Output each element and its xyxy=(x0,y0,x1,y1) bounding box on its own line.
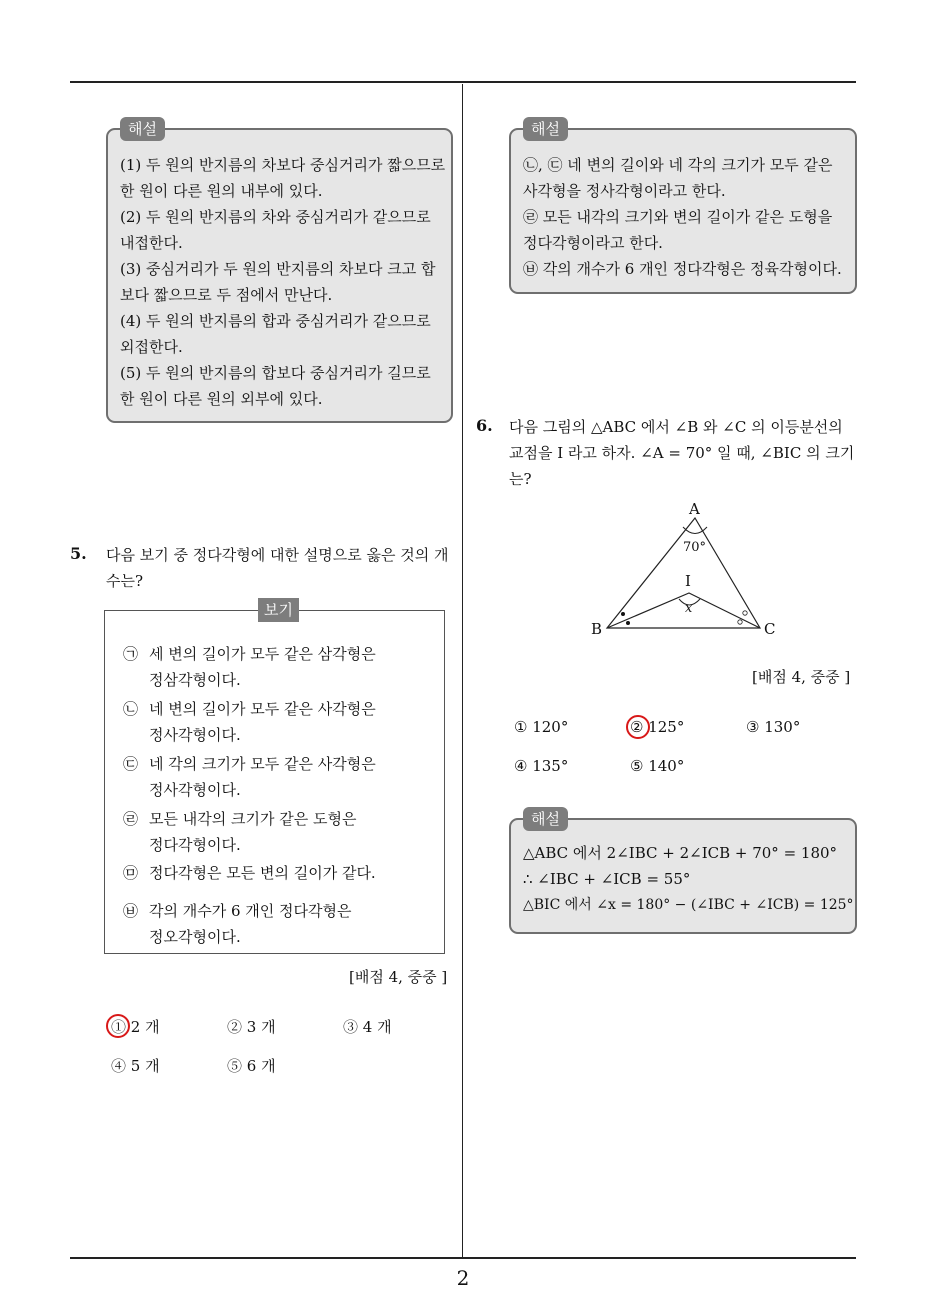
angle-a-label: 70° xyxy=(683,540,707,555)
bogi-item-line: 네 변의 길이가 모두 같은 사각형은 xyxy=(149,700,376,718)
bogi-item-mark: ㉣ xyxy=(123,810,139,828)
solution-line: 외접한다. xyxy=(120,338,183,356)
triangle-figure xyxy=(585,500,780,640)
page-number: 2 xyxy=(456,1266,470,1290)
answer-option-3[interactable]: ③ 130° xyxy=(746,718,801,736)
solution-line: 보다 짧으므로 두 점에서 만난다. xyxy=(120,286,333,304)
answer-option-5[interactable]: ⑤ 140° xyxy=(630,757,685,775)
answer-option-4[interactable]: ④ 5 개 xyxy=(111,1057,160,1075)
solution-line: (4) 두 원의 반지름의 합과 중심거리가 같으므로 xyxy=(120,312,431,330)
bogi-item-mark: ㉢ xyxy=(123,755,139,773)
question-text xyxy=(106,542,456,594)
top-rule xyxy=(70,81,856,83)
solution-line: ∴ ∠IBC + ∠ICB = 55° xyxy=(523,870,691,888)
solution-tag: 해설 xyxy=(523,807,568,831)
bogi-item xyxy=(123,898,352,950)
bogi-item xyxy=(123,641,376,693)
answer-option-2[interactable]: ② 3 개 xyxy=(227,1018,276,1036)
question-text-line: 는? xyxy=(509,470,532,488)
question-text-line: 교점을 I 라고 하자. ∠A = 70° 일 때, ∠BIC 의 크기 xyxy=(509,444,855,462)
question-text-line: 다음 보기 중 정다각형에 대한 설명으로 옳은 것의 개 xyxy=(106,546,449,564)
vertex-label-a: A xyxy=(689,500,700,518)
bogi-item-line: 네 각의 크기가 모두 같은 사각형은 xyxy=(149,755,376,773)
bogi-item-mark: ㉡ xyxy=(123,700,139,718)
solution-box-q6 xyxy=(509,810,857,934)
question-text-line: 다음 그림의 △ABC 에서 ∠B 와 ∠C 의 이등분선의 xyxy=(509,418,843,436)
question-text xyxy=(509,414,859,492)
bogi-item-line: 정다각형이다. xyxy=(149,836,241,854)
bogi-item-line: 정오각형이다. xyxy=(149,928,241,946)
answer-option-2[interactable]: ② 125° xyxy=(630,718,685,736)
bogi-item-mark: ㉠ xyxy=(123,645,139,663)
column-divider xyxy=(462,84,463,1258)
score-label: [배점 4, 중중 ] xyxy=(752,668,851,686)
question-text-line: 수는? xyxy=(106,572,144,590)
solution-line: △BIC 에서 ∠x = 180° − (∠IBC + ∠ICB) = 125° xyxy=(523,897,854,913)
bogi-tag: 보기 xyxy=(258,598,299,622)
solution-line: (2) 두 원의 반지름의 차와 중심거리가 같으므로 xyxy=(120,208,431,226)
bogi-item-line: 정삼각형이다. xyxy=(149,671,241,689)
solution-line: (3) 중심거리가 두 원의 반지름의 차보다 크고 합 xyxy=(120,260,436,278)
angle-x-label: x xyxy=(685,601,693,616)
solution-line: 한 원이 다른 원의 내부에 있다. xyxy=(120,182,323,200)
solution-line: 한 원이 다른 원의 외부에 있다. xyxy=(120,390,323,408)
solution-tag: 해설 xyxy=(120,117,165,141)
question-number: 5. xyxy=(70,544,87,563)
solution-line: ㉡, ㉢ 네 변의 길이와 네 각의 크기가 모두 같은 xyxy=(523,156,833,174)
bogi-item-line: 각의 개수가 6 개인 정다각형은 xyxy=(149,902,352,920)
answer-option-5[interactable]: ⑤ 6 개 xyxy=(227,1057,276,1075)
question-number: 6. xyxy=(476,416,493,435)
solution-line: 정다각형이라고 한다. xyxy=(523,234,663,252)
answer-option-3[interactable]: ③ 4 개 xyxy=(343,1018,392,1036)
bogi-item-mark: ㉤ xyxy=(123,864,139,882)
solution-line: (1) 두 원의 반지름의 차보다 중심거리가 짧으므로 xyxy=(120,156,446,174)
solution-box-q4 xyxy=(106,120,453,423)
solution-line: (5) 두 원의 반지름의 합보다 중심거리가 길므로 xyxy=(120,364,431,382)
bogi-item xyxy=(123,806,356,858)
answer-option-1[interactable]: ① 2 개 xyxy=(111,1018,160,1036)
answer-option-1[interactable]: ① 120° xyxy=(514,718,569,736)
bottom-rule xyxy=(70,1257,856,1259)
solution-line: ㉥ 각의 개수가 6 개인 정다각형은 정육각형이다. xyxy=(523,260,842,278)
solution-tag: 해설 xyxy=(523,117,568,141)
bogi-item-mark: ㉥ xyxy=(123,902,139,920)
bogi-item-line: 모든 내각의 크기가 같은 도형은 xyxy=(149,810,357,828)
solution-line: 내접한다. xyxy=(120,234,183,252)
score-label: [배점 4, 중중 ] xyxy=(349,968,448,986)
solution-box-q5 xyxy=(509,120,857,294)
solution-line: 사각형을 정사각형이라고 한다. xyxy=(523,182,726,200)
bogi-item-line: 정다각형은 모든 변의 길이가 같다. xyxy=(149,864,376,882)
incenter-label-i: I xyxy=(685,572,691,590)
bogi-item xyxy=(123,751,376,803)
vertex-label-b: B xyxy=(591,620,603,638)
bogi-item xyxy=(123,696,376,748)
answer-option-4[interactable]: ④ 135° xyxy=(514,757,569,775)
solution-line: △ABC 에서 2∠IBC + 2∠ICB + 70° = 180° xyxy=(523,844,838,862)
bogi-item xyxy=(123,860,376,886)
vertex-label-c: C xyxy=(764,620,776,638)
bogi-item-line: 정사각형이다. xyxy=(149,726,241,744)
bogi-box xyxy=(104,601,445,954)
bogi-item-line: 정사각형이다. xyxy=(149,781,241,799)
solution-line: ㉣ 모든 내각의 크기와 변의 길이가 같은 도형을 xyxy=(523,208,833,226)
bogi-item-line: 세 변의 길이가 모두 같은 삼각형은 xyxy=(149,645,376,663)
